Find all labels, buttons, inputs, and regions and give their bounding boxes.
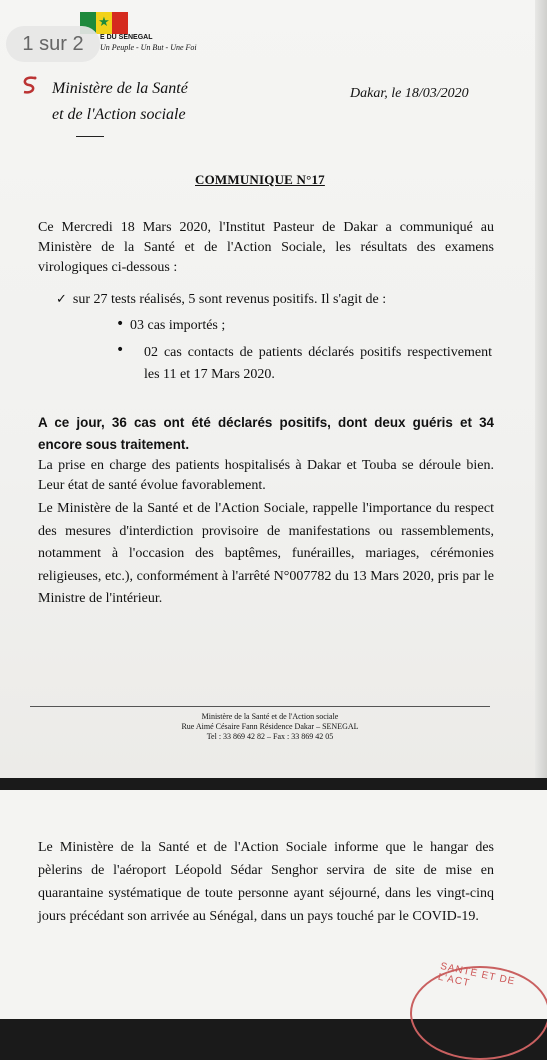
page-indicator[interactable]: 1 sur 2 — [6, 26, 100, 62]
ministry-logo-icon — [18, 74, 40, 96]
summary-paragraph: A ce jour, 36 cas ont été déclarés positifs, dont deux guéris et 34 encore sous traitement. — [38, 415, 494, 452]
reminder-paragraph: Le Ministère de la Santé et de l'Action Sociale, rappelle l'importance du respect des mesures d'interdiction provisoire de manifestations ou rassemblements, notamment à l'occasion des baptêmes, funérailles, mariages, cérémonies religieuses, etc.), conformément à l'arrêté N°007782 du 13 Mars 2020, pris par le Ministre de l'intérieur. — [38, 501, 494, 606]
check-item — [56, 290, 386, 310]
national-motto: Un Peuple - Un But - Une Foi — [100, 43, 197, 52]
footer-line: Ministère de la Santé et de l'Action sociale — [201, 712, 339, 721]
bullet-icon: • — [116, 316, 125, 332]
star-icon: ★ — [98, 14, 110, 29]
list-item: 02 cas contacts de patients déclarés positifs respectivement les 11 et 17 Mars 2020. — [144, 345, 492, 382]
footer-line: Tel : 33 869 42 82 – Fax : 33 869 42 05 — [206, 732, 334, 741]
footer-line: Rue Aimé Césaire Fann Résidence Dakar – SENEGAL — [181, 722, 359, 731]
footer-divider — [30, 706, 490, 707]
republic-label: E DU SENEGAL — [100, 34, 153, 41]
ministry-name-line1: Ministère de la Santé — [52, 80, 188, 97]
divider — [76, 136, 104, 137]
quarantine-paragraph: Le Ministère de la Santé et de l'Action Sociale informe que le hangar des pèlerins de l'aéroport Léopold Sédar Senghor servira de site de mise en quarantaine systématique de toute personne ayant séjourné, dans les vingt-cinq jours précédant son arrivée au Sénégal, dans un pays touché par le COVID-19. — [38, 840, 494, 924]
footer-address — [150, 712, 390, 742]
check-item-text: sur 27 tests réalisés, 5 sont revenus positifs. Il s'agit de : — [72, 292, 387, 307]
ministry-name-line2: et de l'Action sociale — [52, 106, 186, 123]
intro-paragraph: Ce Mercredi 18 Mars 2020, l'Institut Pasteur de Dakar a communiqué au Ministère de la Santé et de l'Action Sociale, les résultats des examens virologiques ci-dessous : — [38, 220, 494, 275]
page-edge — [535, 0, 547, 778]
list-item: 03 cas importés ; — [130, 318, 226, 333]
check-icon: ✓ — [56, 292, 67, 307]
bullet-icon: • — [116, 342, 125, 358]
stamp-text: SANTÉ ET DE L'ACT — [436, 960, 517, 990]
care-paragraph: La prise en charge des patients hospitalisés à Dakar et Touba se déroule bien. Leur état de santé évolue favorablement. — [38, 458, 494, 493]
document-date: Dakar, le 18/03/2020 — [350, 86, 469, 101]
communique-title: COMMUNIQUE N°17 — [195, 172, 325, 187]
